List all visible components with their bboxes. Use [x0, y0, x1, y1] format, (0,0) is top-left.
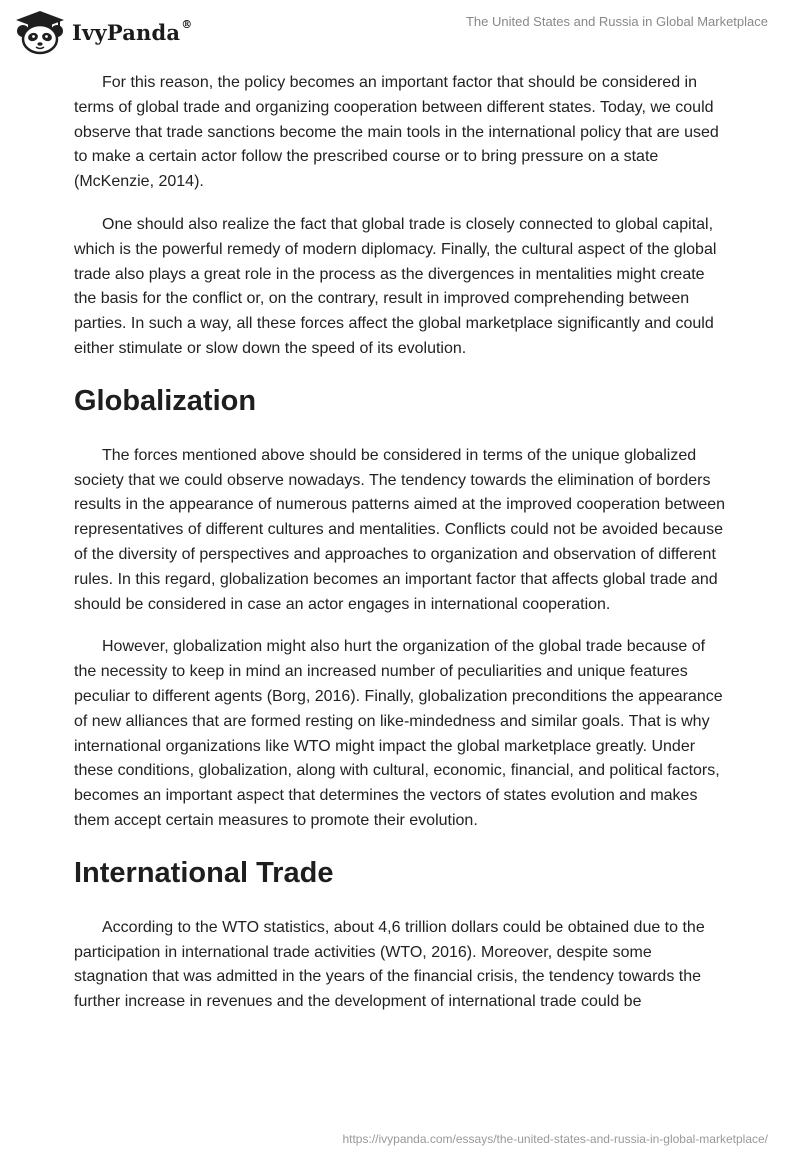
page-header	[0, 0, 800, 60]
paragraph-policy: For this reason, the policy becomes an important factor that should be considered in terms of global trade and organizing cooperation between different states. Today, we could observe that trade sanctions become the main tools in the international policy that are used to make a certain actor follow the prescribed course or to bring pressure on a state (McKenzie, 2014).	[74, 74, 719, 191]
logo-wordmark: IvyPanda	[72, 19, 181, 45]
paragraph-global-capital: One should also realize the fact that global trade is closely connected to global capital, which is the powerful remedy of modern diplomacy. Finally, the cultural aspect of the global trade also plays a great role in the process as the divergences in mentalities might create the basis for the conflict or, on the contrary, result in improved comprehending between parties. In such a way, all these forces affect the global marketplace significantly and could either stimulate or slow down the speed of its evolution.	[74, 215, 717, 357]
paragraph-globalized-society: The forces mentioned above should be considered in terms of the unique globalized society that we could observe nowadays. The tendency towards the elimination of borders results in the appearance of numerous patterns aimed at the improved cooperation between representatives of different cultures and mentalities. Conflicts could not be avoided because of the diversity of perspectives and approaches to organization and observation of different rules. In this regard, globalization becomes an important factor that affects global trade and should be considered in case an actor engages in international cooperation.	[74, 446, 726, 613]
registered-mark: ®	[181, 17, 193, 31]
source-url[interactable]: https://ivypanda.com/essays/the-united-states-and-russia-in-global-marketplace/	[342, 1132, 768, 1146]
paragraph-globalization-impact: However, globalization might also hurt the organization of the global trade because of the necessity to keep in mind an increased number of peculiarities and unique features peculiar to different agents (Borg, 2016). Finally, globalization preconditions the appearance of new alliances that are formed resting on like-mindedness and similar goals. That is why international organizations like WTO might impact the global marketplace greatly. Under these conditions, globalization, along with cultural, economic, financial, and political factors, becomes an important aspect that determines the vectors of states evolution and makes them accept certain measures to promote their evolution.	[74, 638, 723, 829]
logo-text	[72, 17, 193, 45]
panda-graduate-icon	[14, 9, 66, 55]
essay-body	[74, 71, 726, 1033]
document-title: The United States and Russia in Global Marketplace	[465, 14, 768, 29]
heading-international-trade: International Trade	[74, 856, 334, 889]
paragraph-wto-statistics: According to the WTO statistics, about 4,6 trillion dollars could be obtained due to the participation in international trade activities (WTO, 2016). Moreover, despite some stagnation that was admitted in the years of the financial crisis, the tendency towards the further increase in revenues and the development of international trade could be	[74, 918, 705, 1011]
ivypanda-logo[interactable]	[14, 8, 192, 56]
heading-globalization: Globalization	[74, 384, 257, 417]
